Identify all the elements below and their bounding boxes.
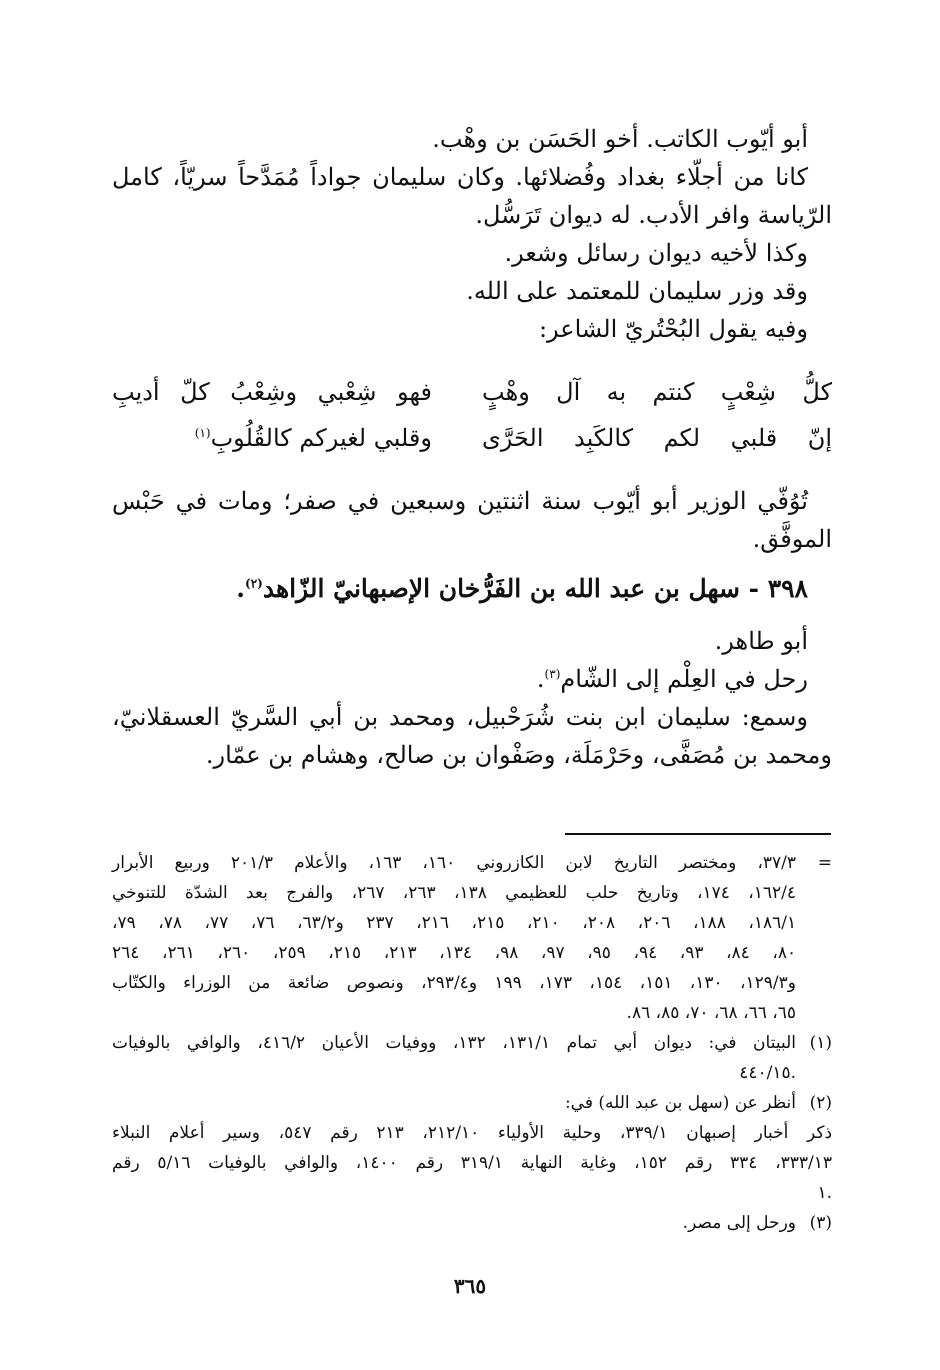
footnote-1-line: .٤٤٠/١٥ (739, 1063, 796, 1083)
footnote-2-number: (٢) (809, 1093, 832, 1113)
footnote-ref-3[interactable]: (٣) (544, 667, 561, 681)
verse-line-2 (112, 418, 832, 458)
footnote-2-line: .١ (817, 1183, 832, 1203)
footnote-continuation-line: ٣٧/٣، ومختصر التاريخ لابن الكازروني ١٦٠، ١٦٣، والأعلام ٢٠١/٣ وربيع الأبرار (112, 853, 796, 873)
footnote-ref-2[interactable]: (٢) (245, 576, 263, 591)
footnote-continuation-line: ٦٥، ٦٦، ٦٨، ٧٠، ٨٥، ٨٦. (626, 1003, 796, 1023)
footnote-continuation-line: ٨٠، ٨٤، ٩٣، ٩٤، ٩٥، ٩٧، ٩٨، ١٣٤، ٢١٣، ٢١٥، ٢٥٩، ٢٦٠، ٢٦١، ٢٦٤ (112, 943, 797, 963)
verse-2-hemistich-2-text: وقلبي لغيركم كالقُلُوبِ (210, 424, 432, 452)
entry-heading (112, 566, 832, 612)
entry-heading-text: ٣٩٨ - سهل بن عبد الله بن الفَرُّخان الإصبهانيّ الزّاهد (262, 574, 808, 603)
footnote-1-number: (١) (809, 1033, 832, 1053)
footnote-2-line: أنظر عن (سهل بن عبد الله) في: (564, 1093, 796, 1113)
paragraph-kunya: أبو أيّوب الكاتب. أخو الحَسَن بن وهْب. (432, 125, 808, 153)
paragraph-kunya-sahl: أبو طاهر. (714, 627, 808, 655)
verse-1-hemistich-2: فهو شِعْبي وشِعْبُ كلّ أديبِ (112, 378, 432, 406)
paragraph-poet-intro: وفيه يقول البُحْتُريّ الشاعر: (538, 315, 808, 343)
paragraph-death-line1: تُوُفّي الوزير أبو أيّوب سنة اثنتين وسبعين في صفر؛ ومات في حَبْس (112, 487, 808, 515)
footnote-continuation-line: ١٦٢/٤، ١٧٤، وتاريخ حلب للعظيمي ١٣٨، ٢٦٣، ٢٦٧، والفرج بعد الشدّة للتنوخي (112, 883, 796, 903)
footnote-separator (565, 833, 831, 835)
paragraph-teachers-line2: ومحمد بن مُصَفَّى، وحَرْمَلَة، وصَفْوان بن صالح، وهشام بن عمّار. (205, 741, 832, 769)
main-text (112, 120, 832, 774)
footnote-2-line: ذكر أخبار إصبهان ٣٣٩/١، وحلية الأولياء ٢١٢/١٠، ٢١٣ رقم ٥٤٧، وسير أعلام النبلاء (112, 1123, 833, 1143)
paragraph-teachers-line1: وسمع: سليمان ابن بنت شُرَحْبيل، ومحمد بن أبي السَّريّ العسقلانيّ، (112, 703, 808, 731)
footnote-3-number: (٣) (809, 1213, 832, 1233)
footnote-2 (112, 1088, 832, 1118)
footnote-continuation (112, 848, 832, 1028)
footnote-1-line: البيتان في: ديوان أبي تمام ١٣١/١، ١٣٢، ووفيات الأعيان ٤١٦/٢، والوافي بالوفيات (112, 1033, 797, 1053)
footnote-continuation-line: ١٨٦/١، ١٨٨، ٢٠٦، ٢٠٨، ٢١٠، ٢١٥، ٢١٦، ٢٣٧ و٦٣/٢، ٧٦، ٧٧، ٧٨، ٧٩، (112, 913, 797, 933)
verse-line-1 (112, 372, 832, 412)
footnotes (112, 848, 832, 1238)
footnote-2-line: ٣٣٣/١٣، ٣٣٤ رقم ١٥٢، وغاية النهاية ٣١٩/١ رقم ١٤٠٠، والوافي بالوفيات ٥/١٦ رقم (112, 1153, 832, 1173)
footnote-1 (112, 1028, 832, 1088)
paragraph-description-line1: كانا من أجلّاء بغداد وفُضلائها. وكان سليمان جواداً مُمَدَّحاً سريّاً، كامل (112, 163, 808, 191)
paragraph-description-line2: الرّياسة وافر الأدب. له ديوان تَرَسُّل. (475, 201, 832, 229)
paragraph-death-line2: الموفَّق. (752, 525, 832, 553)
verse-1-hemistich-1: كلُّ شِعْبٍ كنتم به آل وهْبٍ (482, 378, 832, 406)
paragraph-travel (112, 660, 832, 698)
footnote-3 (112, 1208, 832, 1238)
footnote-continuation-marker: = (817, 853, 832, 873)
paragraph-vizierate: وقد وزر سليمان للمعتمد على الله. (466, 277, 808, 305)
page-number: ٣٦٥ (453, 1274, 487, 1298)
footnote-2-continued (112, 1118, 832, 1208)
paragraph-brother-diwan: وكذا لأخيه ديوان رسائل وشعر. (504, 239, 808, 267)
footnote-continuation-line: و١٢٩/٣، ١٣٠، ١٥١، ١٥٤، ١٧٣، ١٩٩ و٢٩٣/٤، ونصوص ضائعة من الوزراء والكتّاب (112, 973, 797, 993)
paragraph-travel-end: . (536, 665, 545, 693)
verse-2-hemistich-2 (112, 418, 432, 458)
footnote-3-line: ورحل إلى مصر. (682, 1213, 796, 1233)
footnote-ref-1[interactable]: (١) (194, 426, 211, 440)
paragraph-travel-text: رحل في العِلْم إلى الشّام (560, 665, 808, 693)
entry-heading-end: . (236, 574, 245, 603)
verse-2-hemistich-1: إنّ قلبي لكم كالكَبِد الحَرَّى (482, 424, 832, 452)
